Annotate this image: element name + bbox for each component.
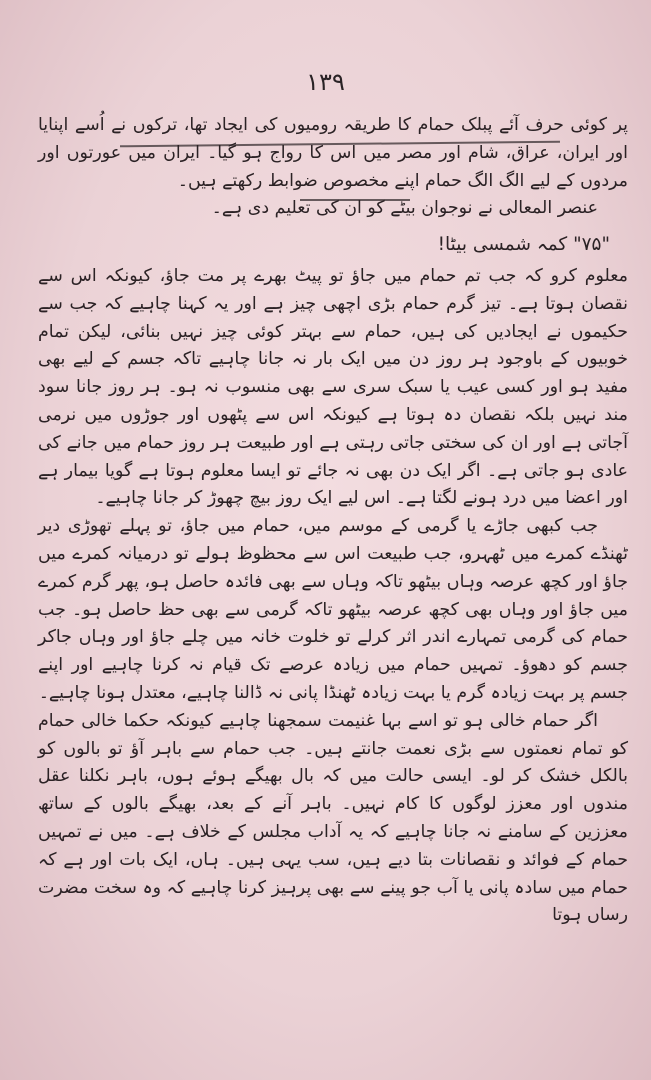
urdu-text-body <box>38 112 628 930</box>
page-number: ۱۳۹ <box>306 68 345 96</box>
paragraph-bath-timing: معلوم کرو کہ جب تم حمام میں جاؤ تو پیٹ بھرے پر مت جاؤ، کیونکہ اس سے نقصان ہوتا ہے۔ تیز گرم حمام بڑی اچھی چیز ہے اور یہ کہنا چاہیے کہ جب سے حکیموں نے ایجادیں کی ہیں، حمام سے بہتر کوئی چیز نہیں بنائی، لیکن تمام خوبیوں کے باوجود ہر روز دن میں ایک بار نہ جانا چاہیے تاکہ جسم کے لیے بھی مفید ہو اور کسی عیب یا سبک سری سے بھی منسوب نہ ہو۔ ہر روز جانا سود مند نہیں بلکہ نقصان دہ ہوتا ہے کیونکہ اس سے پٹھوں اور جوڑوں میں نرمی آجاتی ہے اور ان کی سختی جاتی رہتی ہے اور طبیعت ہر روز حمام میں جانے کی عادی ہو جاتی ہے۔ اگر ایک دن بھی نہ جائے تو ایسا معلوم ہوتا ہے گویا بیمار ہے اور اعضا میں درد ہونے لگتا ہے۔ اس لیے ایک روز بیچ چھوڑ کر جانا چاہیے۔ <box>38 265 628 509</box>
paragraph-intro: پر کوئی حرف آئے پبلک حمام کا طریقہ رومیوں کی ایجاد تھا، ترکوں نے اُسے اپنایا اور ایران، عراق، شام اور مصر میں اس کا رواج ہو گیا۔ ایران میں عورتوں اور مردوں کے لیے الگ الگ حمام اپنے مخصوص ضوابط رکھتے ہیں۔ <box>38 115 628 191</box>
paragraph-bath-rooms: جب کبھی جاڑے یا گرمی کے موسم میں، حمام میں جاؤ، تو پہلے تھوڑی دیر ٹھنڈے کمرے میں ٹھہرو، جب طبیعت اس سے محظوظ ہولے تو درمیانہ کمرے میں جاؤ اور کچھ عرصہ وہاں بیٹھو تاکہ وہاں سے بھی فائدہ حاصل ہو، پھر گرم کمرے میں جاؤ اور وہاں بھی کچھ عرصہ بیٹھو تاکہ گرمی سے بھی حظ حاصل ہو۔ جب حمام کی گرمی تمہارے اندر اثر کرلے تو خلوت خانہ میں چلے جاؤ اور وہاں جاکر جسم کو دھوؤ۔ تمہیں حمام میں زیادہ عرصے تک قیام نہ کرنا چاہیے اور اپنے جسم پر بہت زیادہ گرم یا بہت زیادہ ٹھنڈا پانی نہ ڈالنا چاہیے، معتدل ہونا چاہیے۔ <box>38 516 628 703</box>
chapter-heading: "۷۵" کمہ شمسی بیٹا! <box>437 234 610 256</box>
paragraph-bath-etiquette: اگر حمام خالی ہو تو اسے بہا غنیمت سمجھنا چاہیے کیونکہ حکما خالی حمام کو تمام نعمتوں سے بڑی نعمت جانتے ہیں۔ جب حمام سے باہر آؤ تو بالوں کو بالکل خشک کر لو۔ ایسی حالت میں کہ بال بھیگے ہوئے ہوں، باہر نکلنا عقل مندوں اور معزز لوگوں کا کام نہیں۔ باہر آنے کے بعد، بھیگے بالوں کے ساتھ معززین کے سامنے نہ جانا چاہیے کہ یہ آداب مجلس کے خلاف ہے۔ میں نے تمہیں حمام کے فوائد و نقصانات بتا دیے ہیں، سب یہی ہیں۔ ہاں، ایک بات اور ہے کہ حمام میں سادہ پانی یا آب جو پینے سے بھی پرہیز کرنا چاہیے کہ وہ سخت مضرت رساں ہوتا <box>38 710 628 926</box>
paragraph-attribution: عنصر المعالی نے نوجوان بیٹے کو ان کی تعلیم دی ہے۔ <box>211 198 598 219</box>
